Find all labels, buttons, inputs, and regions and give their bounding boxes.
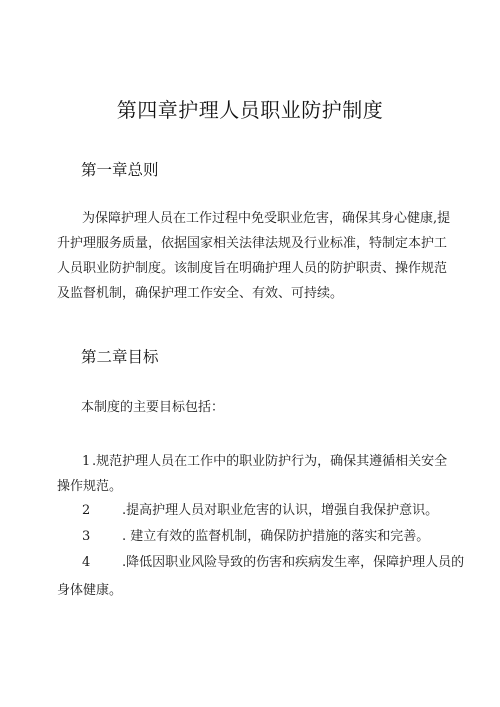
paragraph-line: 为保障护理人员在工作过程中免受职业危害，确保其身心健康,提: [82, 211, 451, 226]
list-item: [57, 550, 465, 603]
list-item-text: .提高护理人员对职业危害的认识，增强自我保护意识。: [122, 503, 439, 518]
section-heading-goals: 第二章目标: [81, 348, 159, 366]
list-item-number: 4: [82, 555, 91, 570]
list-item-number: 2: [82, 503, 91, 518]
list-item-continuation: 身体健康。: [57, 583, 123, 598]
list-item-text: .降低因职业风险导致的伤害和疾病发生率，保障护理人员的: [122, 555, 465, 570]
general-paragraph: [57, 206, 451, 306]
list-item: [57, 498, 447, 523]
paragraph-line: 升护理服务质量，依据国家相关法律法规及行业标准，特制定本护工: [57, 236, 448, 251]
list-item-number: 3: [82, 529, 91, 544]
list-item: [57, 524, 447, 549]
paragraph-line: 及监督机制，确保护理工作安全、有效、可持续。: [57, 286, 344, 301]
paragraph-line: 人员职业防护制度。该制度旨在明确护理人员的防护职责、操作规范: [57, 261, 448, 276]
list-item-text: .规范护理人员在工作中的职业防护行为，确保其遵循相关安全: [92, 454, 448, 469]
list-item-continuation: 操作规范。: [57, 479, 123, 494]
document-title: 第四章护理人员职业防护制度: [116, 98, 384, 122]
list-item-number: 1: [82, 454, 91, 469]
list-item: [57, 449, 447, 499]
goals-intro: 本制度的主要目标包括：: [81, 400, 225, 415]
section-heading-general: 第一章总则: [81, 161, 159, 179]
list-item-text: . 建立有效的监督机制，确保防护措施的落实和完善。: [122, 529, 430, 544]
